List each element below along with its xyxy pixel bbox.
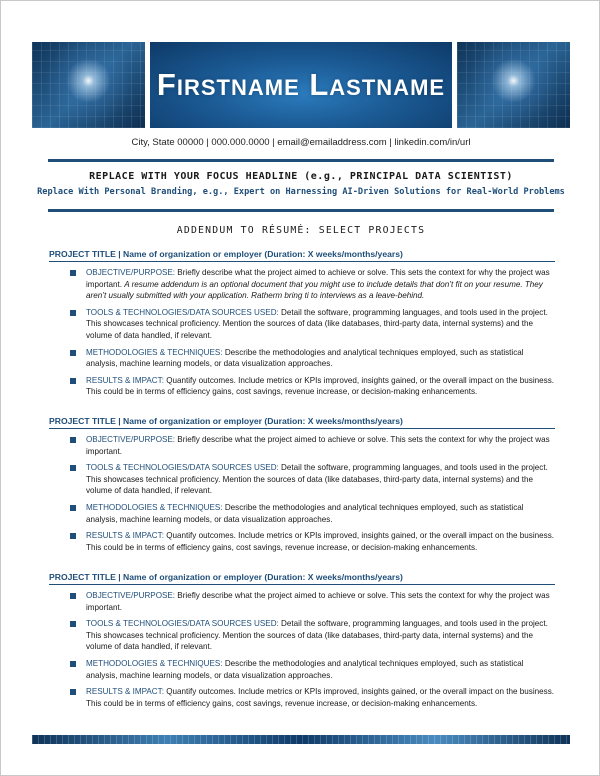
header-image-right <box>457 42 570 128</box>
list-item <box>49 686 555 709</box>
list-item <box>49 307 555 342</box>
item-label: RESULTS & IMPACT: <box>86 687 164 697</box>
list-item <box>49 375 555 398</box>
project-title: PROJECT TITLE | Name of organization or employer (Duration: X weeks/months/years) <box>49 416 555 429</box>
square-bullet-icon <box>70 505 76 511</box>
item-text: Quantify outcomes. Include metrics or KPIs improved, insights gained, or the overall impact on the business. This could be in terms of efficiency gains, cost savings, revenue increase, or decision-making enhancements. <box>86 375 554 397</box>
headline-rule-bottom <box>48 209 554 212</box>
candidate-name: Firstname Lastname <box>156 67 446 102</box>
project-items <box>49 590 555 709</box>
item-text: Describe the methodologies and analytical techniques employed, such as statistical analysis, machine learning models, or data visualization approaches. <box>86 658 524 680</box>
item-text: Briefly describe what the project aimed to achieve or solve. This sets the context for why the project was important. <box>86 435 550 456</box>
square-bullet-icon <box>70 533 76 539</box>
square-bullet-icon <box>70 593 76 599</box>
item-text: Detail the software, programming languages, and tools used in the project. This showcases technical proficiency. Mention the sources of data (like databases, third-party data, internal systems) and the volume of data handled, if relevant. <box>86 463 548 496</box>
list-item <box>49 267 555 302</box>
square-bullet-icon <box>70 661 76 667</box>
item-label: RESULTS & IMPACT: <box>86 531 164 541</box>
project-items <box>49 267 555 398</box>
item-label: METHODOLOGIES & TECHNIQUES: <box>86 502 223 512</box>
list-item <box>49 590 555 613</box>
item-text: Briefly describe what the project aimed to achieve or solve. This sets the context for why the project was important. <box>86 268 550 289</box>
item-label: TOOLS & TECHNOLOGIES/DATA SOURCES USED: <box>86 619 279 629</box>
item-text: Detail the software, programming languages, and tools used in the project. This showcases technical proficiency. Mention the sources of data (like databases, third-party data, internal systems) and the volume of data handled, if relevant. <box>86 307 548 340</box>
list-item <box>49 658 555 681</box>
project-block <box>49 572 555 714</box>
square-bullet-icon <box>70 689 76 695</box>
list-item <box>49 462 555 497</box>
item-label: OBJECTIVE/PURPOSE: <box>86 591 176 600</box>
headline-rule-top <box>48 159 554 162</box>
square-bullet-icon <box>70 621 76 627</box>
item-italic-note: A resume addendum is an optional document that you might use to include details that don’t fit on your resume. They aren’t usually submitted with your application. Ratherm bring ti to interviews as a leave-behind. <box>86 279 543 301</box>
item-label: TOOLS & TECHNOLOGIES/DATA SOURCES USED: <box>86 307 279 317</box>
item-text: Quantify outcomes. Include metrics or KPIs improved, insights gained, or the overall impact on the business. This could be in terms of efficiency gains, cost savings, revenue increase, or decision-making enhancements. <box>86 687 554 708</box>
square-bullet-icon <box>70 270 76 276</box>
item-label: METHODOLOGIES & TECHNIQUES: <box>86 658 223 668</box>
project-title: PROJECT TITLE | Name of organization or employer (Duration: X weeks/months/years) <box>49 572 555 585</box>
item-label: OBJECTIVE/PURPOSE: <box>86 435 176 444</box>
contact-line: City, State 00000 | 000.000.0000 | email@emailaddress.com | linkedin.com/in/url <box>131 137 471 148</box>
project-block <box>49 249 555 403</box>
item-text: Describe the methodologies and analytical techniques employed, such as statistical analysis, machine learning models, or data visualization approaches. <box>86 347 524 369</box>
list-item <box>49 502 555 525</box>
project-block <box>49 416 555 558</box>
footer-decorative-bar <box>32 735 570 744</box>
header-banner <box>32 42 570 128</box>
project-items <box>49 434 555 553</box>
item-label: OBJECTIVE/PURPOSE: <box>86 268 176 277</box>
square-bullet-icon <box>70 437 76 443</box>
list-item <box>49 530 555 553</box>
section-title: ADDENDUM TO RÉSUMÉ: SELECT PROJECTS <box>176 225 426 236</box>
item-text: Quantify outcomes. Include metrics or KPIs improved, insights gained, or the overall impact on the business. This could be in terms of efficiency gains, cost savings, revenue increase, or decision-making enhancements. <box>86 531 554 552</box>
list-item <box>49 434 555 457</box>
personal-branding: Replace With Personal Branding, e.g., Expert on Harnessing AI-Driven Solutions for Real-World Problems <box>37 187 565 197</box>
item-text: Describe the methodologies and analytical techniques employed, such as statistical analysis, machine learning models, or data visualization approaches. <box>86 502 524 524</box>
item-label: METHODOLOGIES & TECHNIQUES: <box>86 347 223 357</box>
square-bullet-icon <box>70 465 76 471</box>
list-item <box>49 618 555 653</box>
item-label: TOOLS & TECHNOLOGIES/DATA SOURCES USED: <box>86 463 279 473</box>
square-bullet-icon <box>70 378 76 384</box>
list-item <box>49 347 555 370</box>
focus-headline: REPLACE WITH YOUR FOCUS HEADLINE (e.g., PRINCIPAL DATA SCIENTIST) <box>89 171 513 182</box>
square-bullet-icon <box>70 310 76 316</box>
project-title: PROJECT TITLE | Name of organization or employer (Duration: X weeks/months/years) <box>49 249 555 262</box>
item-text: Briefly describe what the project aimed to achieve or solve. This sets the context for why the project was important. <box>86 591 550 612</box>
square-bullet-icon <box>70 350 76 356</box>
name-block <box>150 42 452 128</box>
item-text: Detail the software, programming languages, and tools used in the project. This showcases technical proficiency. Mention the sources of data (like databases, third-party data, internal systems) and the volume of data handled, if relevant. <box>86 619 548 652</box>
header-image-left <box>32 42 145 128</box>
item-label: RESULTS & IMPACT: <box>86 375 164 385</box>
